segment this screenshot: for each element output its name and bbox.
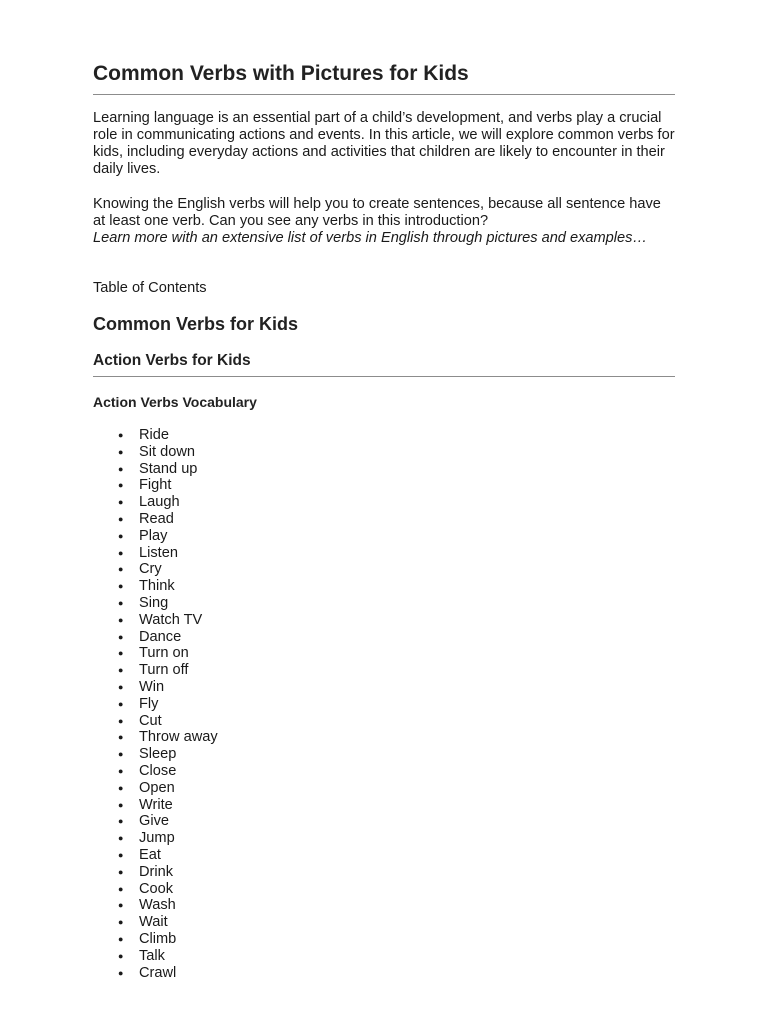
vocabulary-heading: Action Verbs Vocabulary — [93, 394, 257, 410]
list-item — [93, 679, 218, 696]
list-item — [93, 511, 218, 528]
verb-label: Turn off — [139, 662, 189, 679]
list-item — [93, 830, 218, 847]
bullet-icon: ● — [118, 631, 124, 642]
list-item — [93, 461, 218, 478]
verb-label: Cry — [139, 561, 162, 578]
bullet-icon: ● — [118, 967, 124, 978]
list-item — [93, 931, 218, 948]
verb-label: Sing — [139, 594, 169, 611]
list-item — [93, 477, 218, 494]
bullet-icon: ● — [118, 866, 124, 877]
intro-paragraph: Learning language is an essential part of a child’s development, and verbs play a crucial role in communicating actions and events. In this article, we will explore common verbs for kids, including everyday actions and activities that children are likely to encounter in their daily lives. — [93, 110, 675, 177]
verb-label: Cook — [139, 880, 174, 897]
verb-label: Listen — [139, 544, 178, 561]
verb-label: Fight — [139, 477, 172, 494]
list-item — [93, 696, 218, 713]
list-item — [93, 713, 218, 730]
list-item — [93, 444, 218, 461]
list-item — [93, 797, 218, 814]
bullet-icon: ● — [118, 799, 124, 810]
verb-label: Stand up — [139, 460, 198, 477]
verb-label: Open — [139, 779, 175, 796]
list-item — [93, 427, 218, 444]
learn-more-link[interactable]: Learn more with an extensive list of verbs in English through pictures and examples… — [93, 230, 648, 246]
verb-label: Turn on — [139, 645, 189, 662]
verb-label: Climb — [139, 930, 177, 947]
verb-label: Sleep — [139, 746, 177, 763]
bullet-icon: ● — [118, 715, 124, 726]
list-item — [93, 780, 218, 797]
bullet-icon: ● — [118, 547, 124, 558]
verb-label: Cut — [139, 712, 162, 729]
verb-label: Drink — [139, 863, 174, 880]
verb-label: Wait — [139, 914, 168, 931]
verb-label: Dance — [139, 628, 182, 645]
bullet-icon: ● — [118, 917, 124, 928]
verb-label: Write — [139, 796, 173, 813]
list-item — [93, 897, 218, 914]
bullet-icon: ● — [118, 614, 124, 625]
bullet-icon: ● — [118, 732, 124, 743]
title-divider — [93, 94, 675, 95]
list-item — [93, 729, 218, 746]
list-item — [93, 965, 218, 982]
bullet-icon: ● — [118, 430, 124, 440]
list-item — [93, 545, 218, 562]
verb-label: Read — [139, 510, 174, 527]
table-of-contents[interactable]: Table of Contents — [93, 280, 207, 296]
bullet-icon: ● — [118, 648, 124, 659]
verb-label: Close — [139, 762, 177, 779]
list-item — [93, 914, 218, 931]
list-item — [93, 746, 218, 763]
bullet-icon: ● — [118, 581, 124, 592]
verb-label: Play — [139, 527, 168, 544]
bullet-icon: ● — [118, 816, 124, 827]
list-item — [93, 578, 218, 595]
bullet-icon: ● — [118, 513, 124, 524]
verb-label: Watch TV — [139, 611, 203, 628]
verb-label: Give — [139, 813, 170, 830]
verb-list — [93, 427, 218, 981]
list-item — [93, 864, 218, 881]
list-item — [93, 528, 218, 545]
second-paragraph — [93, 196, 676, 247]
list-item — [93, 662, 218, 679]
verb-label: Crawl — [139, 964, 177, 981]
list-item — [93, 881, 218, 898]
list-item — [93, 595, 218, 612]
second-paragraph-text: Knowing the English verbs will help you to create sentences, because all sentence have at least one verb. Can you see any verbs in this introduction? — [93, 196, 661, 229]
bullet-icon: ● — [118, 883, 124, 894]
verb-label: Sit down — [139, 443, 195, 460]
verb-label: Jump — [139, 830, 175, 847]
verb-label: Eat — [139, 846, 161, 863]
bullet-icon: ● — [118, 782, 124, 793]
subsection-heading: Action Verbs for Kids — [93, 352, 251, 369]
bullet-icon: ● — [118, 463, 124, 474]
bullet-icon: ● — [118, 749, 124, 760]
page-title: Common Verbs with Pictures for Kids — [93, 62, 469, 85]
verb-label: Think — [139, 578, 175, 595]
section-heading: Common Verbs for Kids — [93, 314, 299, 334]
bullet-icon: ● — [118, 681, 124, 692]
verb-label: Win — [139, 678, 165, 695]
bullet-icon: ● — [118, 849, 124, 860]
verb-label: Laugh — [139, 494, 180, 511]
bullet-icon: ● — [118, 530, 124, 541]
bullet-icon: ● — [118, 698, 124, 709]
bullet-icon: ● — [118, 950, 124, 961]
verb-label: Talk — [139, 947, 165, 964]
list-item — [93, 847, 218, 864]
bullet-icon: ● — [118, 900, 124, 911]
list-item — [93, 948, 218, 965]
list-item — [93, 612, 218, 629]
bullet-icon: ● — [118, 597, 124, 608]
list-item — [93, 645, 218, 662]
list-item — [93, 561, 218, 578]
bullet-icon: ● — [118, 497, 124, 508]
bullet-icon: ● — [118, 765, 124, 776]
bullet-icon: ● — [118, 665, 124, 676]
verb-label: Fly — [139, 695, 159, 712]
bullet-icon: ● — [118, 833, 124, 844]
verb-label: Ride — [139, 427, 170, 443]
subsection-divider — [93, 376, 675, 377]
bullet-icon: ● — [118, 564, 124, 575]
list-item — [93, 494, 218, 511]
list-item — [93, 629, 218, 646]
list-item — [93, 763, 218, 780]
verb-label: Wash — [139, 897, 176, 914]
bullet-icon: ● — [118, 446, 124, 457]
verb-label: Throw away — [139, 729, 218, 746]
bullet-icon: ● — [118, 480, 124, 491]
bullet-icon: ● — [118, 933, 124, 944]
list-item — [93, 813, 218, 830]
